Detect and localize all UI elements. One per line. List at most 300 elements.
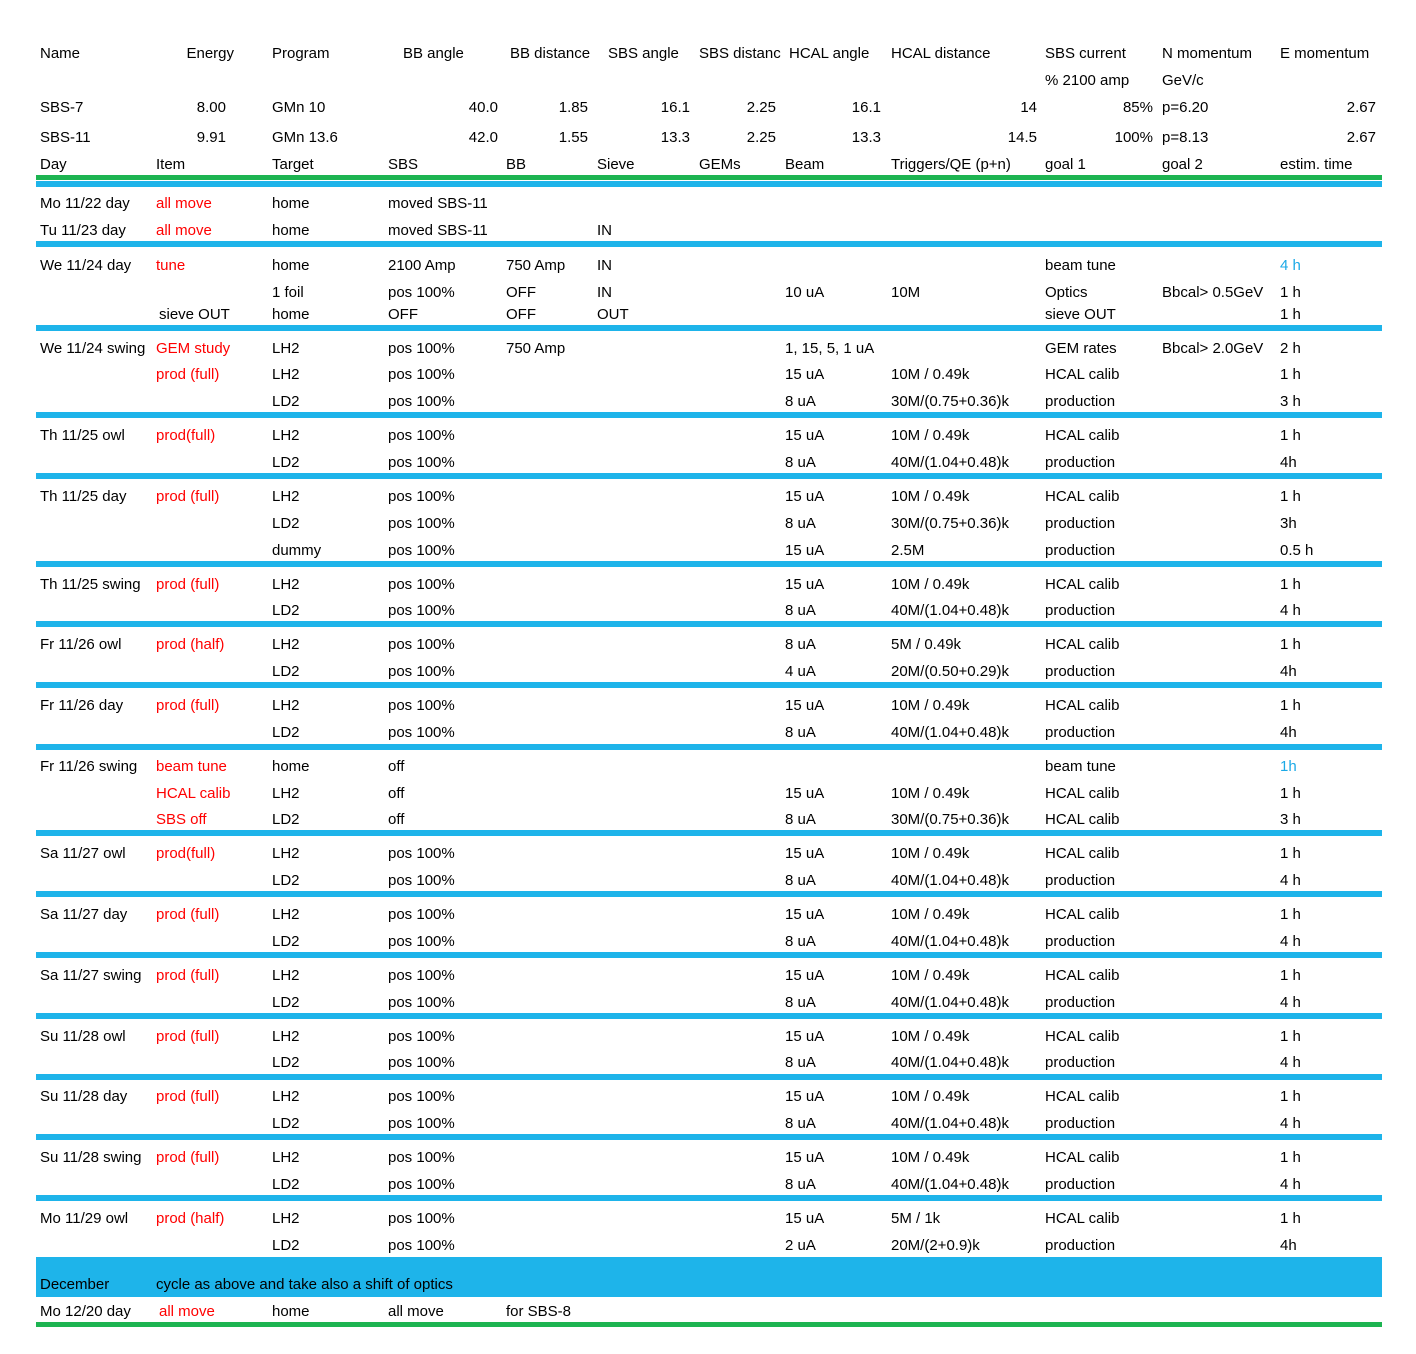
row-triggers: 10M / 0.49k — [891, 1088, 970, 1105]
header-program: Program — [272, 45, 330, 62]
row-target: LD2 — [272, 933, 300, 950]
row-beam: 15 uA — [785, 1210, 825, 1227]
row-time: 1 h — [1280, 366, 1301, 383]
row-beam: 8 uA — [785, 602, 816, 619]
blue-band — [36, 325, 1382, 331]
row-beam: 15 uA — [785, 576, 825, 593]
row-day: Sa 11/27 owl — [40, 845, 126, 862]
row-item: prod(full) — [156, 427, 216, 444]
schedule-header-cell: Item — [156, 156, 186, 173]
row-target: LD2 — [272, 1115, 300, 1132]
row-goal1: HCAL calib — [1045, 906, 1120, 923]
row-target: home — [272, 306, 310, 323]
row-day: Sa 11/27 swing — [40, 967, 142, 984]
row-target: LH2 — [272, 366, 300, 383]
row-time: 1 h — [1280, 1088, 1301, 1105]
config-sbs-current: 85% — [1122, 99, 1153, 116]
row-time: 4h — [1280, 663, 1297, 680]
header-n-momentum: N momentum — [1162, 45, 1253, 62]
row-goal1: HCAL calib — [1045, 1028, 1120, 1045]
row-bb: 750 Amp — [506, 257, 566, 274]
header-sbs-angle: SBS angle — [608, 45, 679, 62]
blue-band — [36, 561, 1382, 567]
row-triggers: 40M/(1.04+0.48)k — [891, 1176, 1009, 1193]
row-target: LD2 — [272, 1176, 300, 1193]
row-goal2: Bbcal> 2.0GeV — [1162, 340, 1264, 357]
schedule-header-cell: estim. time — [1280, 156, 1353, 173]
header-hcal-angle: HCAL angle — [789, 45, 870, 62]
config-bb-distance: 1.85 — [558, 99, 588, 116]
row-sbs: pos 100% — [388, 427, 455, 444]
row-sbs: pos 100% — [388, 602, 455, 619]
row-goal1: HCAL calib — [1045, 366, 1120, 383]
row-goal1: beam tune — [1045, 758, 1116, 775]
config-bb-distance: 1.55 — [558, 129, 588, 146]
row-goal1: beam tune — [1045, 257, 1116, 274]
row-triggers: 10M / 0.49k — [891, 1149, 970, 1166]
row-sbs: pos 100% — [388, 393, 455, 410]
row-target: LD2 — [272, 1054, 300, 1071]
row-time: 1 h — [1280, 576, 1301, 593]
row-goal1: production — [1045, 542, 1116, 559]
row-target: LH2 — [272, 488, 300, 505]
row-beam: 8 uA — [785, 724, 816, 741]
row-target: LD2 — [272, 994, 300, 1011]
row-goal1: production — [1045, 1237, 1116, 1254]
final-sbs: all move — [388, 1303, 444, 1320]
row-day: Su 11/28 owl — [40, 1028, 126, 1045]
row-sbs: OFF — [388, 306, 418, 323]
row-item: prod (full) — [156, 1088, 220, 1105]
row-sbs: pos 100% — [388, 994, 455, 1011]
row-beam: 8 uA — [785, 1054, 816, 1071]
config-program: GMn 13.6 — [272, 129, 338, 146]
row-target: dummy — [272, 542, 322, 559]
row-sbs: pos 100% — [388, 967, 455, 984]
row-target: LD2 — [272, 454, 300, 471]
row-target: LH2 — [272, 1088, 300, 1105]
schedule-header-cell: GEMs — [699, 156, 741, 173]
row-triggers: 10M / 0.49k — [891, 697, 970, 714]
row-goal1: production — [1045, 663, 1116, 680]
green-rule — [36, 1322, 1382, 1327]
row-sieve: IN — [597, 284, 612, 301]
row-item: tune — [156, 257, 186, 274]
row-time: 1 h — [1280, 967, 1301, 984]
row-day: Fr 11/26 day — [40, 697, 124, 714]
row-target: home — [272, 257, 310, 274]
row-sbs: pos 100% — [388, 284, 455, 301]
row-day: Fr 11/26 swing — [40, 758, 138, 775]
header-sbs-distance: SBS distanc — [699, 45, 781, 62]
row-sbs: pos 100% — [388, 1115, 455, 1132]
row-time: 1 h — [1280, 284, 1301, 301]
header-energy: Energy — [186, 45, 234, 62]
row-time: 1 h — [1280, 845, 1301, 862]
row-triggers: 10M — [891, 284, 921, 301]
row-target: LH2 — [272, 785, 300, 802]
row-time: 4 h — [1280, 257, 1301, 274]
row-goal1: production — [1045, 1115, 1116, 1132]
header-bb-angle: BB angle — [403, 45, 464, 62]
row-triggers: 20M/(0.50+0.29)k — [891, 663, 1009, 680]
green-rule — [36, 175, 1382, 180]
row-triggers: 10M / 0.49k — [891, 906, 970, 923]
config-bb-angle: 42.0 — [468, 129, 498, 146]
blue-band — [36, 830, 1382, 836]
row-target: LH2 — [272, 636, 300, 653]
row-time: 4 h — [1280, 602, 1301, 619]
row-triggers: 10M / 0.49k — [891, 967, 970, 984]
config-e-momentum: 2.67 — [1346, 129, 1376, 146]
row-time: 1 h — [1280, 427, 1301, 444]
row-sbs: pos 100% — [388, 906, 455, 923]
row-time: 3 h — [1280, 393, 1301, 410]
row-beam: 15 uA — [785, 845, 825, 862]
row-sbs: pos 100% — [388, 933, 455, 950]
row-beam: 15 uA — [785, 697, 825, 714]
row-sbs: pos 100% — [388, 454, 455, 471]
row-beam: 8 uA — [785, 933, 816, 950]
row-target: LD2 — [272, 663, 300, 680]
row-beam: 8 uA — [785, 872, 816, 889]
row-triggers: 30M/(0.75+0.36)k — [891, 515, 1009, 532]
row-time: 4 h — [1280, 1054, 1301, 1071]
row-bb: 750 Amp — [506, 340, 566, 357]
row-triggers: 10M / 0.49k — [891, 488, 970, 505]
row-triggers: 30M/(0.75+0.36)k — [891, 811, 1009, 828]
row-time: 1 h — [1280, 906, 1301, 923]
row-item: prod (full) — [156, 1149, 220, 1166]
row-sbs: pos 100% — [388, 1054, 455, 1071]
final-item: all move — [159, 1303, 215, 1320]
config-n-momentum: p=6.20 — [1162, 99, 1209, 116]
row-target: LH2 — [272, 1028, 300, 1045]
row-item: prod (full) — [156, 906, 220, 923]
schedule-header-cell: Sieve — [597, 156, 635, 173]
row-triggers: 10M / 0.49k — [891, 1028, 970, 1045]
row-target: LH2 — [272, 845, 300, 862]
row-sieve: OUT — [597, 306, 629, 323]
row-goal1: HCAL calib — [1045, 427, 1120, 444]
row-day: We 11/24 swing — [40, 340, 146, 357]
row-time: 1 h — [1280, 306, 1301, 323]
row-time: 1 h — [1280, 1149, 1301, 1166]
row-sbs: moved SBS-11 — [388, 195, 488, 212]
row-item: prod (full) — [156, 366, 220, 383]
row-bb: OFF — [506, 284, 536, 301]
row-target: 1 foil — [272, 284, 304, 301]
row-time: 3 h — [1280, 811, 1301, 828]
blue-band — [36, 1134, 1382, 1140]
row-target: LH2 — [272, 697, 300, 714]
row-beam: 15 uA — [785, 366, 825, 383]
row-triggers: 40M/(1.04+0.48)k — [891, 1115, 1009, 1132]
row-beam: 8 uA — [785, 393, 816, 410]
config-sbs-angle: 13.3 — [660, 129, 690, 146]
row-beam: 15 uA — [785, 427, 825, 444]
row-day: Tu 11/23 day — [40, 222, 126, 239]
row-time: 3h — [1280, 515, 1297, 532]
row-item: HCAL calib — [156, 785, 231, 802]
row-sbs: pos 100% — [388, 1210, 455, 1227]
row-beam: 15 uA — [785, 542, 825, 559]
row-sbs: off — [388, 785, 405, 802]
row-beam: 4 uA — [785, 663, 816, 680]
row-day: Mo 11/29 owl — [40, 1210, 129, 1227]
row-beam: 2 uA — [785, 1237, 816, 1254]
row-time: 4h — [1280, 454, 1297, 471]
row-target: LH2 — [272, 967, 300, 984]
schedule-header-cell: Day — [40, 156, 67, 173]
row-item: SBS off — [156, 811, 207, 828]
config-hcal-distance: 14 — [1020, 99, 1037, 116]
row-day: Fr 11/26 owl — [40, 636, 122, 653]
row-triggers: 40M/(1.04+0.48)k — [891, 1054, 1009, 1071]
row-sbs: pos 100% — [388, 488, 455, 505]
row-target: LH2 — [272, 576, 300, 593]
row-beam: 8 uA — [785, 994, 816, 1011]
row-beam: 8 uA — [785, 1176, 816, 1193]
row-sbs: pos 100% — [388, 1088, 455, 1105]
row-triggers: 10M / 0.49k — [891, 576, 970, 593]
row-goal1: production — [1045, 393, 1116, 410]
config-sbs-distance: 2.25 — [746, 99, 776, 116]
row-sbs: pos 100% — [388, 1237, 455, 1254]
row-goal1: GEM rates — [1045, 340, 1117, 357]
row-sieve: IN — [597, 222, 612, 239]
row-item: prod (full) — [156, 967, 220, 984]
december-note: cycle as above and take also a shift of optics — [156, 1276, 453, 1293]
header-sbs-current: SBS current — [1045, 45, 1126, 62]
row-goal1: HCAL calib — [1045, 576, 1120, 593]
row-triggers: 10M / 0.49k — [891, 845, 970, 862]
row-triggers: 40M/(1.04+0.48)k — [891, 724, 1009, 741]
row-goal1: production — [1045, 872, 1116, 889]
row-beam: 10 uA — [785, 284, 825, 301]
row-beam: 15 uA — [785, 1088, 825, 1105]
row-time: 4h — [1280, 724, 1297, 741]
row-goal1: Optics — [1045, 284, 1088, 301]
row-target: home — [272, 758, 310, 775]
row-item: prod(full) — [156, 845, 216, 862]
row-sbs: pos 100% — [388, 576, 455, 593]
blue-band — [36, 473, 1382, 479]
row-triggers: 40M/(1.04+0.48)k — [891, 872, 1009, 889]
row-beam: 15 uA — [785, 785, 825, 802]
row-time: 0.5 h — [1280, 542, 1314, 559]
row-item: prod (half) — [156, 1210, 225, 1227]
row-target: home — [272, 222, 310, 239]
row-triggers: 5M / 0.49k — [891, 636, 962, 653]
row-goal1: HCAL calib — [1045, 1210, 1120, 1227]
row-sbs: pos 100% — [388, 697, 455, 714]
row-goal1: HCAL calib — [1045, 967, 1120, 984]
row-goal1: HCAL calib — [1045, 636, 1120, 653]
row-time: 1 h — [1280, 785, 1301, 802]
blue-band — [36, 621, 1382, 627]
row-goal1: production — [1045, 454, 1116, 471]
row-time: 1 h — [1280, 636, 1301, 653]
row-goal1: production — [1045, 602, 1116, 619]
row-target: LD2 — [272, 872, 300, 889]
row-target: LH2 — [272, 906, 300, 923]
header-bb-distance: BB distance — [510, 45, 591, 62]
row-day: Mo 11/22 day — [40, 195, 130, 212]
schedule-header-cell: goal 1 — [1045, 156, 1086, 173]
row-goal1: HCAL calib — [1045, 488, 1120, 505]
row-target: LH2 — [272, 1210, 300, 1227]
row-day: Th 11/25 owl — [40, 427, 125, 444]
row-time: 4 h — [1280, 1115, 1301, 1132]
row-goal1: HCAL calib — [1045, 1088, 1120, 1105]
row-goal1: HCAL calib — [1045, 1149, 1120, 1166]
row-beam: 8 uA — [785, 1115, 816, 1132]
row-sbs: pos 100% — [388, 542, 455, 559]
row-time: 1 h — [1280, 1028, 1301, 1045]
config-sbs-current: 100% — [1114, 129, 1153, 146]
blue-band — [36, 1074, 1382, 1080]
row-triggers: 2.5M — [891, 542, 925, 559]
row-sbs: pos 100% — [388, 340, 455, 357]
row-time: 1 h — [1280, 697, 1301, 714]
row-goal1: production — [1045, 994, 1116, 1011]
row-sbs: pos 100% — [388, 724, 455, 741]
config-energy: 9.91 — [196, 129, 226, 146]
row-sbs: pos 100% — [388, 366, 455, 383]
row-beam: 8 uA — [785, 811, 816, 828]
row-triggers: 40M/(1.04+0.48)k — [891, 602, 1009, 619]
row-day: We 11/24 day — [40, 257, 132, 274]
row-day: Su 11/28 swing — [40, 1149, 142, 1166]
config-hcal-distance: 14.5 — [1007, 129, 1037, 146]
header-hcal-distance: HCAL distance — [891, 45, 991, 62]
row-time: 1 h — [1280, 488, 1301, 505]
row-target: LH2 — [272, 1149, 300, 1166]
blue-band — [36, 412, 1382, 418]
row-triggers: 10M / 0.49k — [891, 366, 970, 383]
blue-band — [36, 891, 1382, 897]
row-time: 4 h — [1280, 994, 1301, 1011]
row-beam: 8 uA — [785, 515, 816, 532]
row-time: 1 h — [1280, 1210, 1301, 1227]
blue-band — [36, 952, 1382, 958]
row-item: all move — [156, 195, 212, 212]
row-time: 4 h — [1280, 1176, 1301, 1193]
row-goal1: HCAL calib — [1045, 811, 1120, 828]
schedule-header-cell: Triggers/QE (p+n) — [891, 156, 1011, 173]
row-triggers: 40M/(1.04+0.48)k — [891, 933, 1009, 950]
schedule-header-cell: goal 2 — [1162, 156, 1203, 173]
row-item: prod (full) — [156, 1028, 220, 1045]
row-target: LD2 — [272, 515, 300, 532]
row-beam: 15 uA — [785, 967, 825, 984]
row-beam: 15 uA — [785, 906, 825, 923]
row-target: LD2 — [272, 811, 300, 828]
schedule-header-cell: Beam — [785, 156, 825, 173]
row-time: 4h — [1280, 1237, 1297, 1254]
row-sbs: off — [388, 758, 405, 775]
row-target: LH2 — [272, 340, 300, 357]
row-sbs: pos 100% — [388, 872, 455, 889]
row-item: GEM study — [156, 340, 231, 357]
config-energy: 8.00 — [196, 99, 226, 116]
row-target: LD2 — [272, 393, 300, 410]
row-sbs: pos 100% — [388, 845, 455, 862]
row-sbs: pos 100% — [388, 1028, 455, 1045]
config-sbs-distance: 2.25 — [746, 129, 776, 146]
row-goal1: production — [1045, 724, 1116, 741]
blue-band — [36, 181, 1382, 187]
schedule-header-cell: Target — [272, 156, 314, 173]
row-beam: 8 uA — [785, 454, 816, 471]
row-item: all move — [156, 222, 212, 239]
row-sbs: pos 100% — [388, 515, 455, 532]
row-time: 2 h — [1280, 340, 1301, 357]
row-beam: 15 uA — [785, 488, 825, 505]
row-sbs: pos 100% — [388, 1176, 455, 1193]
row-triggers: 40M/(1.04+0.48)k — [891, 994, 1009, 1011]
row-target: LD2 — [272, 602, 300, 619]
row-item: prod (full) — [156, 576, 220, 593]
row-triggers: 20M/(2+0.9)k — [891, 1237, 980, 1254]
row-goal2: Bbcal> 0.5GeV — [1162, 284, 1264, 301]
row-sbs: moved SBS-11 — [388, 222, 488, 239]
blue-band — [36, 1195, 1382, 1201]
row-sbs: pos 100% — [388, 663, 455, 680]
row-sieve: IN — [597, 257, 612, 274]
schedule-header-cell: BB — [506, 156, 527, 173]
row-goal1: production — [1045, 515, 1116, 532]
row-target: home — [272, 195, 310, 212]
row-item: sieve OUT — [159, 306, 230, 323]
config-program: GMn 10 — [272, 99, 326, 116]
final-bb: for SBS-8 — [506, 1303, 572, 1320]
row-target: LH2 — [272, 427, 300, 444]
row-bb: OFF — [506, 306, 536, 323]
row-goal1: production — [1045, 1054, 1116, 1071]
row-time: 4 h — [1280, 872, 1301, 889]
row-sbs: 2100 Amp — [388, 257, 456, 274]
row-goal1: HCAL calib — [1045, 697, 1120, 714]
row-triggers: 30M/(0.75+0.36)k — [891, 393, 1009, 410]
row-triggers: 10M / 0.49k — [891, 427, 970, 444]
config-bb-angle: 40.0 — [468, 99, 498, 116]
config-name: SBS-11 — [40, 129, 91, 146]
row-beam: 15 uA — [785, 1028, 825, 1045]
row-item: prod (full) — [156, 488, 220, 505]
row-goal1: HCAL calib — [1045, 785, 1120, 802]
row-beam: 8 uA — [785, 636, 816, 653]
row-goal1: sieve OUT — [1045, 306, 1116, 323]
row-day: Th 11/25 swing — [40, 576, 141, 593]
row-triggers: 10M / 0.49k — [891, 785, 970, 802]
row-day: Sa 11/27 day — [40, 906, 128, 923]
row-goal1: HCAL calib — [1045, 845, 1120, 862]
blue-band — [36, 1013, 1382, 1019]
row-sbs: pos 100% — [388, 636, 455, 653]
config-hcal-angle: 16.1 — [851, 99, 881, 116]
row-goal1: production — [1045, 933, 1116, 950]
config-sbs-angle: 16.1 — [660, 99, 690, 116]
row-sbs: pos 100% — [388, 1149, 455, 1166]
row-item: prod (half) — [156, 636, 225, 653]
row-day: Th 11/25 day — [40, 488, 127, 505]
row-time: 4 h — [1280, 933, 1301, 950]
header-name: Name — [40, 45, 81, 62]
schedule-header-cell: SBS — [388, 156, 419, 173]
blue-band — [36, 241, 1382, 247]
